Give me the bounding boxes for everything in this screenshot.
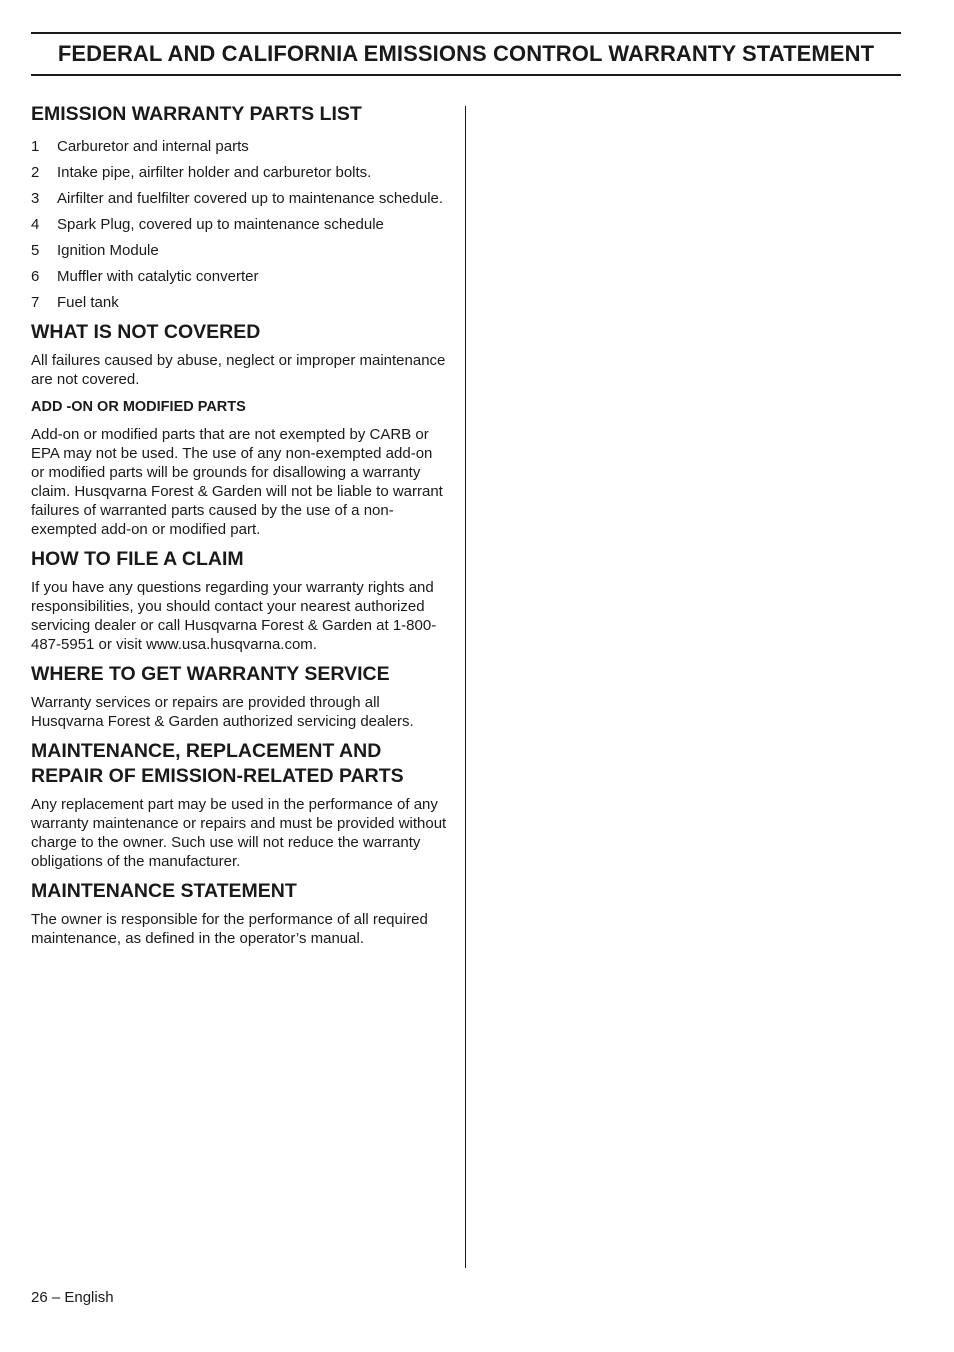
list-item-text: Intake pipe, airfilter holder and carburetor bolts. <box>57 164 372 181</box>
add-on-parts-body: Add-on or modified parts that are not exempted by CARB or EPA may not be used. The use of any non-exempted add-on or modified parts will be grounds for disallowing a warranty claim. Husqvarna Forest & Garden will not be liable to warrant failures of warranted parts caused by the use of a non-exempted add-on or modified part. <box>31 426 443 538</box>
maintenance-statement-heading: MAINTENANCE STATEMENT <box>31 880 297 902</box>
list-item-number: 4 <box>31 216 40 233</box>
list-item <box>31 241 449 260</box>
maintenance-repair-heading: MAINTENANCE, REPLACEMENT AND REPAIR OF EMISSION-RELATED PARTS <box>31 740 404 787</box>
list-item-number: 1 <box>31 138 40 155</box>
column-divider <box>465 106 466 1268</box>
list-item <box>31 137 449 156</box>
list-item-text: Fuel tank <box>57 294 119 311</box>
list-item <box>31 163 449 182</box>
page-title: FEDERAL AND CALIFORNIA EMISSIONS CONTROL WARRANTY STATEMENT <box>57 41 875 66</box>
not-covered-heading: WHAT IS NOT COVERED <box>31 321 261 343</box>
parts-list <box>31 137 449 312</box>
list-item-text: Carburetor and internal parts <box>57 138 249 155</box>
list-item-text: Ignition Module <box>57 242 159 259</box>
list-item-number: 6 <box>31 268 40 285</box>
parts-list-heading: EMISSION WARRANTY PARTS LIST <box>31 103 362 125</box>
list-item-text: Airfilter and fuelfilter covered up to maintenance schedule. <box>57 190 444 207</box>
not-covered-body: All failures caused by abuse, neglect or improper maintenance are not covered. <box>31 352 446 388</box>
page-footer: 26 – English <box>31 1289 114 1306</box>
list-item-number: 3 <box>31 190 40 207</box>
list-item-number: 7 <box>31 294 40 311</box>
warranty-service-heading: WHERE TO GET WARRANTY SERVICE <box>31 663 390 685</box>
file-claim-heading: HOW TO FILE A CLAIM <box>31 548 244 570</box>
list-item-number: 2 <box>31 164 40 181</box>
add-on-parts-subheading: ADD -ON OR MODIFIED PARTS <box>31 399 246 415</box>
list-item <box>31 215 449 234</box>
list-item <box>31 189 449 208</box>
list-item <box>31 293 449 312</box>
maintenance-statement-body: The owner is responsible for the performance of all required maintenance, as defined in the operator’s manual. <box>31 911 428 947</box>
left-column <box>31 100 449 948</box>
list-item-number: 5 <box>31 242 40 259</box>
list-item-text: Muffler with catalytic converter <box>57 268 259 285</box>
list-item-text: Spark Plug, covered up to maintenance schedule <box>57 216 384 233</box>
maintenance-repair-body: Any replacement part may be used in the performance of any warranty maintenance or repairs and must be provided without charge to the owner. Such use will not reduce the warranty obligations of the manufacturer. <box>31 796 447 870</box>
warranty-service-body: Warranty services or repairs are provided through all Husqvarna Forest & Garden authorized servicing dealers. <box>31 694 414 730</box>
file-claim-body: If you have any questions regarding your warranty rights and responsibilities, you should contact your nearest authorized servicing dealer or call Husqvarna Forest & Garden at 1-800-487-5951 or visit www.usa.husqvarna.com. <box>31 579 437 653</box>
page-header <box>31 32 901 76</box>
list-item <box>31 267 449 286</box>
